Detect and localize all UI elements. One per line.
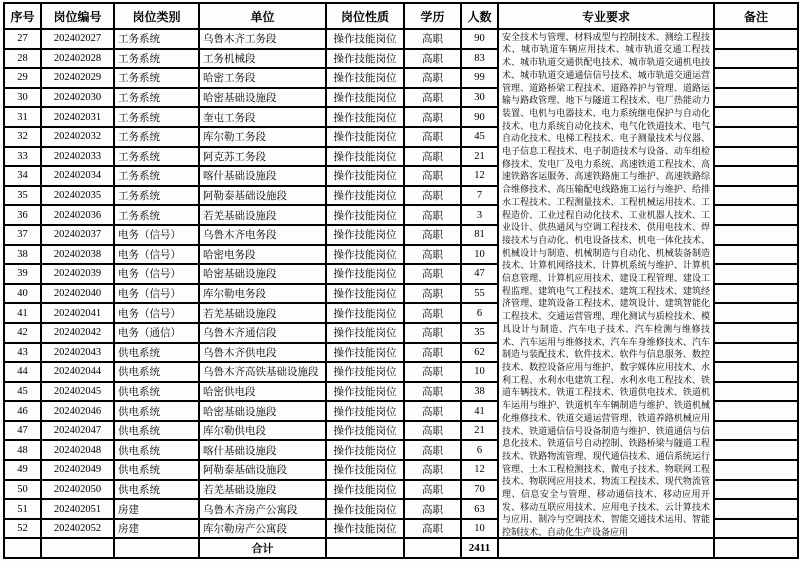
cell-unit: 乌鲁木齐电务段	[199, 225, 326, 245]
cell-code: 202402049	[41, 460, 114, 480]
cell-unit: 哈密基础设施段	[199, 401, 326, 421]
cell-education: 高职	[404, 343, 461, 363]
cell-unit: 乌鲁木齐工务段	[199, 29, 326, 49]
cell-code: 202402051	[41, 499, 114, 519]
cell-nature: 操作技能岗位	[326, 460, 404, 480]
cell-unit: 库尔勒供电段	[199, 421, 326, 441]
cell-education: 高职	[404, 382, 461, 402]
total-count: 2411	[461, 538, 498, 558]
cell-remark	[714, 499, 798, 519]
cell-no: 42	[4, 323, 41, 343]
cell-nature: 操作技能岗位	[326, 166, 404, 186]
cell-nature: 操作技能岗位	[326, 303, 404, 323]
cell-education: 高职	[404, 421, 461, 441]
cell-category: 供电系统	[114, 343, 199, 363]
cell-count: 10	[461, 245, 498, 265]
cell-count: 21	[461, 147, 498, 167]
cell-education: 高职	[404, 362, 461, 382]
cell-no: 43	[4, 343, 41, 363]
cell-nature: 操作技能岗位	[326, 68, 404, 88]
cell-remark	[714, 205, 798, 225]
cell-nature: 操作技能岗位	[326, 49, 404, 69]
cell-category: 供电系统	[114, 460, 199, 480]
cell-category: 供电系统	[114, 421, 199, 441]
cell-no: 45	[4, 382, 41, 402]
cell-code: 202402044	[41, 362, 114, 382]
cell-category: 电务（信号）	[114, 245, 199, 265]
cell-remark	[714, 440, 798, 460]
cell-unit: 哈密电务段	[199, 245, 326, 265]
cell-unit: 库尔勒工务段	[199, 127, 326, 147]
column-header-1: 岗位编号	[41, 3, 114, 29]
cell-category: 电务（信号）	[114, 284, 199, 304]
cell-remark	[714, 68, 798, 88]
cell-count: 47	[461, 264, 498, 284]
cell-code: 202402027	[41, 29, 114, 49]
total-empty-remark	[714, 538, 798, 558]
cell-count: 81	[461, 225, 498, 245]
cell-no: 49	[4, 460, 41, 480]
cell-category: 工务系统	[114, 49, 199, 69]
cell-nature: 操作技能岗位	[326, 421, 404, 441]
cell-nature: 操作技能岗位	[326, 245, 404, 265]
cell-no: 32	[4, 127, 41, 147]
cell-unit: 乌鲁木齐房产公寓段	[199, 499, 326, 519]
cell-nature: 操作技能岗位	[326, 343, 404, 363]
column-header-4: 岗位性质	[326, 3, 404, 29]
cell-nature: 操作技能岗位	[326, 264, 404, 284]
cell-code: 202402046	[41, 401, 114, 421]
cell-education: 高职	[404, 303, 461, 323]
cell-no: 29	[4, 68, 41, 88]
cell-education: 高职	[404, 166, 461, 186]
cell-code: 202402036	[41, 205, 114, 225]
cell-no: 31	[4, 107, 41, 127]
cell-code: 202402039	[41, 264, 114, 284]
total-label: 合计	[199, 538, 326, 558]
cell-no: 39	[4, 264, 41, 284]
cell-category: 工务系统	[114, 68, 199, 88]
cell-code: 202402040	[41, 284, 114, 304]
cell-unit: 库尔勒电务段	[199, 284, 326, 304]
cell-count: 10	[461, 362, 498, 382]
cell-education: 高职	[404, 107, 461, 127]
cell-code: 202402042	[41, 323, 114, 343]
cell-category: 工务系统	[114, 107, 199, 127]
cell-code: 202402048	[41, 440, 114, 460]
cell-nature: 操作技能岗位	[326, 323, 404, 343]
cell-no: 30	[4, 88, 41, 108]
table-body	[4, 29, 798, 538]
cell-no: 37	[4, 225, 41, 245]
cell-unit: 喀什基础设施段	[199, 166, 326, 186]
cell-count: 7	[461, 186, 498, 206]
cell-count: 6	[461, 440, 498, 460]
cell-category: 供电系统	[114, 440, 199, 460]
total-empty-nature	[326, 538, 404, 558]
cell-no: 38	[4, 245, 41, 265]
cell-unit: 若羌基础设施段	[199, 480, 326, 500]
total-empty-no	[4, 538, 41, 558]
cell-code: 202402035	[41, 186, 114, 206]
cell-no: 46	[4, 401, 41, 421]
cell-education: 高职	[404, 264, 461, 284]
cell-count: 90	[461, 29, 498, 49]
cell-code: 202402038	[41, 245, 114, 265]
cell-no: 52	[4, 519, 41, 539]
cell-no: 36	[4, 205, 41, 225]
cell-count: 99	[461, 68, 498, 88]
cell-remark	[714, 186, 798, 206]
cell-category: 房建	[114, 519, 199, 539]
cell-remark	[714, 303, 798, 323]
cell-unit: 阿克苏工务段	[199, 147, 326, 167]
cell-code: 202402033	[41, 147, 114, 167]
cell-code: 202402041	[41, 303, 114, 323]
cell-nature: 操作技能岗位	[326, 284, 404, 304]
cell-code: 202402052	[41, 519, 114, 539]
cell-category: 供电系统	[114, 480, 199, 500]
cell-no: 40	[4, 284, 41, 304]
cell-code: 202402050	[41, 480, 114, 500]
cell-remark	[714, 264, 798, 284]
cell-unit: 乌鲁木齐供电段	[199, 343, 326, 363]
cell-remark	[714, 225, 798, 245]
cell-no: 50	[4, 480, 41, 500]
cell-nature: 操作技能岗位	[326, 519, 404, 539]
cell-code: 202402047	[41, 421, 114, 441]
cell-unit: 阿勒泰基础设施段	[199, 460, 326, 480]
cell-nature: 操作技能岗位	[326, 88, 404, 108]
cell-nature: 操作技能岗位	[326, 29, 404, 49]
cell-no: 47	[4, 421, 41, 441]
total-row	[4, 538, 798, 558]
cell-education: 高职	[404, 127, 461, 147]
cell-nature: 操作技能岗位	[326, 401, 404, 421]
total-empty-category	[114, 538, 199, 558]
cell-remark	[714, 166, 798, 186]
cell-no: 41	[4, 303, 41, 323]
cell-category: 供电系统	[114, 382, 199, 402]
cell-category: 电务（信号）	[114, 264, 199, 284]
cell-count: 41	[461, 401, 498, 421]
cell-count: 3	[461, 205, 498, 225]
cell-count: 12	[461, 166, 498, 186]
cell-unit: 乌鲁木齐高铁基础设施段	[199, 362, 326, 382]
total-empty-requirements	[498, 538, 714, 558]
cell-code: 202402030	[41, 88, 114, 108]
cell-category: 电务（通信）	[114, 323, 199, 343]
cell-nature: 操作技能岗位	[326, 147, 404, 167]
cell-education: 高职	[404, 499, 461, 519]
cell-remark	[714, 147, 798, 167]
column-header-2: 岗位类别	[114, 3, 199, 29]
cell-education: 高职	[404, 88, 461, 108]
column-header-7: 专业要求	[498, 3, 714, 29]
cell-unit: 哈密工务段	[199, 68, 326, 88]
cell-category: 工务系统	[114, 127, 199, 147]
cell-count: 63	[461, 499, 498, 519]
cell-education: 高职	[404, 29, 461, 49]
cell-remark	[714, 460, 798, 480]
cell-category: 电务（信号）	[114, 225, 199, 245]
cell-code: 202402029	[41, 68, 114, 88]
cell-category: 供电系统	[114, 401, 199, 421]
cell-education: 高职	[404, 205, 461, 225]
cell-category: 工务系统	[114, 147, 199, 167]
cell-category: 工务系统	[114, 88, 199, 108]
cell-education: 高职	[404, 49, 461, 69]
cell-unit: 阿勒泰基础设施段	[199, 186, 326, 206]
column-header-8: 备注	[714, 3, 798, 29]
cell-unit: 库尔勒房产公寓段	[199, 519, 326, 539]
cell-remark	[714, 362, 798, 382]
cell-remark	[714, 284, 798, 304]
cell-nature: 操作技能岗位	[326, 107, 404, 127]
cell-category: 供电系统	[114, 362, 199, 382]
cell-remark	[714, 107, 798, 127]
cell-count: 70	[461, 480, 498, 500]
cell-remark	[714, 88, 798, 108]
cell-nature: 操作技能岗位	[326, 499, 404, 519]
cell-category: 电务（信号）	[114, 303, 199, 323]
cell-unit: 工务机械段	[199, 49, 326, 69]
table-row	[4, 29, 798, 49]
cell-remark	[714, 29, 798, 49]
cell-code: 202402032	[41, 127, 114, 147]
cell-remark	[714, 421, 798, 441]
cell-nature: 操作技能岗位	[326, 480, 404, 500]
cell-unit: 若羌基础设施段	[199, 303, 326, 323]
cell-nature: 操作技能岗位	[326, 186, 404, 206]
cell-no: 27	[4, 29, 41, 49]
cell-count: 55	[461, 284, 498, 304]
cell-count: 62	[461, 343, 498, 363]
cell-remark	[714, 519, 798, 539]
cell-remark	[714, 127, 798, 147]
header-row	[4, 3, 798, 29]
cell-nature: 操作技能岗位	[326, 205, 404, 225]
cell-education: 高职	[404, 284, 461, 304]
cell-remark	[714, 323, 798, 343]
cell-count: 21	[461, 421, 498, 441]
cell-education: 高职	[404, 440, 461, 460]
requirements-text: 安全技术与管理、材料成型与控制技术、测绘工程技术、城市轨道车辆应用技术、城市轨道交通工程技术、城市轨道交通供配电技术、城市轨道交通机电技术、城市轨道交通通信信号技术、城市轨道交通运营管理、道路桥梁工程技术、道路养护与管理、道路运输与路政管理、地下与隧道工程技术、电厂热能动力装置、电机与电器技术、电力系统继电保护与自动化技术、电力系统自动化技术、电气化铁道技术、电气自动化技术、电梯工程技术、电子测量技术与仪器、电子信息工程技术、电子制造技术与设备、动车组检修技术、发电厂及电力系统、高速铁道工程技术、高速铁路客运服务、高速铁路施工与维护、高速铁路综合维修技术、高压输配电线路施工运行与维护、给排水工程技术、工程测量技术、工程机械运用技术、工程造价、工业过程自动化技术、工业机器人技术、工业设计、供热通风与空调工程技术、供用电技术、焊接技术与自动化、机电设备技术、机电一体化技术、机械设计与制造、机械制造与自动化、机械装备制造技术、计算机网络技术、计算机系统与维护、计算机信息管理、计算机应用技术、建设工程管理、建设工程监理、建筑电气工程技术、建筑工程技术、建筑经济管理、建筑设备工程技术、建筑设计、建筑智能化工程技术、交通运营管理、理化测试与质检技术、模具设计与制造、汽车电子技术、汽车检测与维修技术、汽车运用与维修技术、汽车车身维修技术、汽车制造与装配技术、软件技术、软件与信息服务、数控技术、数控设备应用与维护、数字媒体应用技术、水利工程、水利水电建筑工程、水利水电工程技术、铁道车辆技术、铁道工程技术、铁道供电技术、铁道机车运用与维护、铁道机车车辆制造与维护、铁道机械化维修技术、铁道交通运营管理、铁道养路机械应用技术、铁道通信信号设备制造与维护、铁道通信与信息化技术、铁道信号自动控制、铁路桥梁与隧道工程技术、铁路物流管理、现代通信技术、通信系统运行管理、土木工程检测技术、微电子技术、物联网工程技术、物联网应用技术、物流工程技术、现代物流管理、信息安全与管理、移动通信技术、移动应用开发、移动互联应用技术、应用电子技术、云计算技术与应用、制冷与空调技术、智能交通技术运用、智能控制技术、自动化生产设备应用	[502, 31, 710, 537]
cell-code: 202402037	[41, 225, 114, 245]
cell-code: 202402034	[41, 166, 114, 186]
cell-unit: 奎屯工务段	[199, 107, 326, 127]
cell-code: 202402043	[41, 343, 114, 363]
cell-nature: 操作技能岗位	[326, 225, 404, 245]
cell-remark	[714, 49, 798, 69]
cell-education: 高职	[404, 480, 461, 500]
cell-unit: 哈密供电段	[199, 382, 326, 402]
column-header-0: 序号	[4, 3, 41, 29]
cell-education: 高职	[404, 519, 461, 539]
cell-unit: 哈密基础设施段	[199, 264, 326, 284]
cell-count: 90	[461, 107, 498, 127]
cell-no: 51	[4, 499, 41, 519]
cell-education: 高职	[404, 147, 461, 167]
cell-no: 44	[4, 362, 41, 382]
cell-category: 工务系统	[114, 166, 199, 186]
cell-no: 48	[4, 440, 41, 460]
cell-count: 35	[461, 323, 498, 343]
column-header-3: 单位	[199, 3, 326, 29]
column-header-5: 学历	[404, 3, 461, 29]
cell-remark	[714, 382, 798, 402]
cell-unit: 若羌基础设施段	[199, 205, 326, 225]
cell-no: 34	[4, 166, 41, 186]
cell-category: 工务系统	[114, 186, 199, 206]
cell-nature: 操作技能岗位	[326, 127, 404, 147]
cell-education: 高职	[404, 225, 461, 245]
cell-education: 高职	[404, 460, 461, 480]
cell-no: 35	[4, 186, 41, 206]
cell-education: 高职	[404, 323, 461, 343]
cell-nature: 操作技能岗位	[326, 440, 404, 460]
cell-education: 高职	[404, 401, 461, 421]
cell-no: 33	[4, 147, 41, 167]
cell-count: 38	[461, 382, 498, 402]
total-empty-code	[41, 538, 114, 558]
cell-count: 6	[461, 303, 498, 323]
cell-category: 工务系统	[114, 205, 199, 225]
cell-unit: 哈密基础设施段	[199, 88, 326, 108]
column-header-6: 人数	[461, 3, 498, 29]
cell-code: 202402031	[41, 107, 114, 127]
cell-count: 83	[461, 49, 498, 69]
cell-education: 高职	[404, 68, 461, 88]
cell-count: 30	[461, 88, 498, 108]
cell-count: 45	[461, 127, 498, 147]
cell-category: 工务系统	[114, 29, 199, 49]
cell-code: 202402045	[41, 382, 114, 402]
cell-education: 高职	[404, 245, 461, 265]
cell-remark	[714, 480, 798, 500]
cell-count: 10	[461, 519, 498, 539]
requirements-cell	[498, 29, 714, 538]
cell-unit: 乌鲁木齐通信段	[199, 323, 326, 343]
cell-unit: 喀什基础设施段	[199, 440, 326, 460]
cell-code: 202402028	[41, 49, 114, 69]
cell-nature: 操作技能岗位	[326, 382, 404, 402]
total-empty-education	[404, 538, 461, 558]
cell-no: 28	[4, 49, 41, 69]
cell-nature: 操作技能岗位	[326, 362, 404, 382]
cell-count: 12	[461, 460, 498, 480]
cell-education: 高职	[404, 186, 461, 206]
job-positions-table	[3, 2, 799, 559]
cell-remark	[714, 245, 798, 265]
cell-remark	[714, 343, 798, 363]
cell-remark	[714, 401, 798, 421]
cell-category: 房建	[114, 499, 199, 519]
